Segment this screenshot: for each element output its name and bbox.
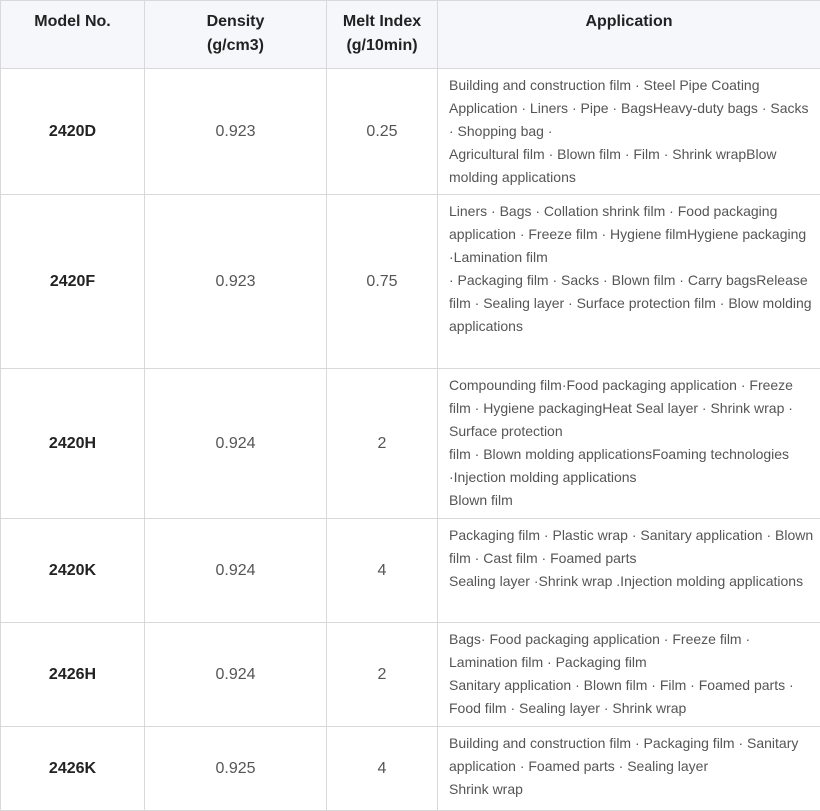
model-cell: 2420H	[1, 369, 145, 519]
application-cell: Bags· Food packaging application · Freeze film · Lamination film · Packaging film Sanitary application · Blown film · Film · Foamed parts · Food film · Sealing layer · Shrink wrap	[438, 623, 820, 727]
model-cell: 2426H	[1, 623, 145, 727]
melt-index-cell: 0.75	[327, 195, 438, 369]
header-density	[145, 1, 327, 69]
density-cell: 0.924	[145, 623, 327, 727]
header-model	[1, 1, 145, 69]
melt-index-cell: 2	[327, 623, 438, 727]
table-row	[1, 727, 820, 811]
table-row	[1, 519, 820, 623]
header-melt-label: Melt Index	[327, 10, 437, 34]
header-application	[438, 1, 820, 69]
model-cell: 2420F	[1, 195, 145, 369]
header-melt-unit: (g/10min)	[327, 34, 437, 58]
table-row	[1, 369, 820, 519]
melt-index-cell: 2	[327, 369, 438, 519]
model-cell: 2420K	[1, 519, 145, 623]
melt-index-cell: 0.25	[327, 69, 438, 195]
application-cell: Building and construction film · Packaging film · Sanitary application · Foamed parts · Sealing layer Shrink wrap	[438, 727, 820, 811]
density-cell: 0.923	[145, 69, 327, 195]
model-cell: 2426K	[1, 727, 145, 811]
table-row	[1, 195, 820, 369]
table-row	[1, 623, 820, 727]
header-model-label: Model No.	[34, 13, 110, 30]
application-cell: Building and construction film · Steel Pipe Coating Application · Liners · Pipe · BagsHeavy-duty bags · Sacks · Shopping bag · Agricultural film · Blown film · Film · Shrink wrapBlow molding applications	[438, 69, 820, 195]
melt-index-cell: 4	[327, 727, 438, 811]
density-cell: 0.924	[145, 369, 327, 519]
density-cell: 0.923	[145, 195, 327, 369]
density-cell: 0.925	[145, 727, 327, 811]
header-melt-index	[327, 1, 438, 69]
header-application-label: Application	[585, 13, 672, 30]
header-density-unit: (g/cm3)	[145, 34, 326, 58]
model-cell: 2420D	[1, 69, 145, 195]
density-cell: 0.924	[145, 519, 327, 623]
header-row	[1, 1, 820, 69]
table-row	[1, 69, 820, 195]
melt-index-cell: 4	[327, 519, 438, 623]
application-cell: Compounding film·Food packaging application · Freeze film · Hygiene packagingHeat Seal layer · Shrink wrap · Surface protection film · Blown molding applicationsFoaming technologies ·Injection molding applications Blown film	[438, 369, 820, 519]
application-cell: Liners · Bags · Collation shrink film · Food packaging application · Freeze film · Hygiene filmHygiene packaging ·Lamination film · Packaging film · Sacks · Blown film · Carry bagsRelease film · Sealing layer · Surface protection film · Blow molding applications	[438, 195, 820, 369]
application-cell: Packaging film · Plastic wrap · Sanitary application · Blown film · Cast film · Foamed parts Sealing layer ·Shrink wrap .Injection molding applications	[438, 519, 820, 623]
header-density-label: Density	[145, 10, 326, 34]
